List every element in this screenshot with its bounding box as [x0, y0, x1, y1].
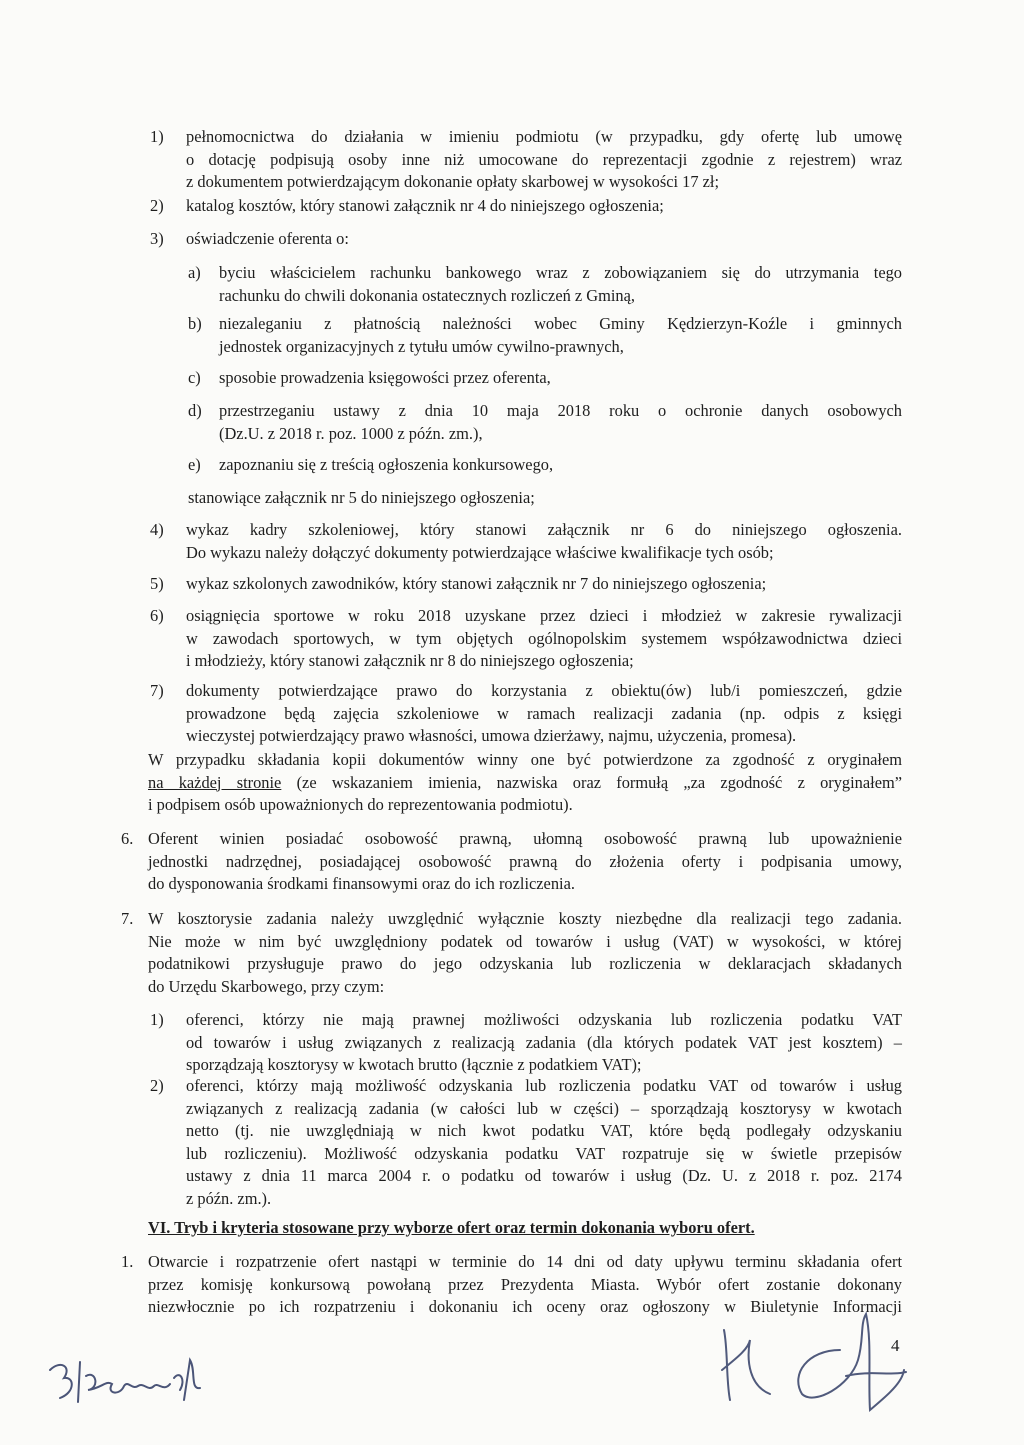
text-line: pełnomocnictwa do działania w imieniu podmiotu (w przypadku, gdy ofertę lub umowę — [186, 127, 902, 146]
text-line: jednostki nadrzędnej, posiadającej osobowość prawną do złożenia oferty i podpisania umowy, — [148, 851, 902, 871]
list-item: wykaz szkolonych zawodników, który stanowi załącznik nr 7 do niniejszego ogłoszenia; — [186, 574, 767, 593]
sub-item — [219, 262, 902, 307]
text-line: prowadzone będą zajęcia szkoleniowe w ramach realizacji zadania (np. odpis z księgi — [186, 703, 902, 723]
item-number: 1) — [150, 1010, 164, 1029]
text-line: niezaleganiu z płatnością należności wobec Gminy Kędzierzyn-Koźle i gminnych — [219, 314, 902, 333]
text-line: przez komisję konkursową powołaną przez Prezydenta Miasta. Wybór ofert zostanie dokonany — [148, 1274, 902, 1294]
text-line: przestrzeganiu ustawy z dnia 10 maja 2018 roku o ochronie danych osobowych — [219, 401, 902, 420]
text-line: W przypadku składania kopii dokumentów winny one być potwierdzone za zgodność z oryginałem — [148, 750, 902, 769]
text-line: w zawodach sportowych, w tym objętych ogólnopolskim systemem współzawodnictwa dzieci — [186, 628, 902, 648]
text-line: Nie może w nim być uwzględniony podatek od towarów i usług (VAT) w wysokości, w której — [148, 931, 902, 951]
text-line: do Urzędu Skarbowego, przy czym: — [148, 976, 385, 996]
paragraph — [148, 908, 902, 998]
text-fragment: (ze wskazaniem imienia, nazwiska oraz formułą „za zgodność z oryginałem” — [281, 772, 903, 792]
text-line: i młodzieży, który stanowi załącznik nr 8 do niniejszego ogłoszenia; — [186, 651, 634, 671]
annex-note: stanowiące załącznik nr 5 do niniejszego ogłoszenia; — [188, 488, 535, 507]
item-number: 1) — [150, 127, 164, 146]
section-heading: VI. Tryb i kryteria stosowane przy wyborze ofert oraz termin dokonania wyboru ofert. — [148, 1218, 755, 1237]
list-item — [186, 680, 902, 748]
copies-note — [148, 749, 902, 817]
text-line: od towarów i usług związanych z realizacją zadania (dla których podatek VAT jest kosztem) – — [186, 1032, 902, 1052]
handwritten-signature-left — [40, 1340, 220, 1420]
text-line: i podpisem osób upoważnionych do reprezentowania podmiotu). — [148, 795, 573, 815]
list-item: katalog kosztów, który stanowi załącznik nr 4 do niniejszego ogłoszenia; — [186, 196, 664, 215]
list-item — [186, 1075, 902, 1211]
text-line: ustawy z dnia 11 marca 2004 r. o podatku od towarów i usług (Dz. U. z 2018 r. poz. 2174 — [186, 1166, 902, 1186]
handwritten-initials-right — [690, 1290, 920, 1420]
item-number: 4) — [150, 520, 164, 539]
text-line: netto (tj. nie uwzględniają w nich kwot podatku VAT, które będą podlegały odzyskaniu — [186, 1121, 902, 1141]
item-number: 5) — [150, 574, 164, 593]
item-number: 2) — [150, 196, 164, 215]
item-letter: a) — [188, 263, 201, 282]
paragraph-number: 1. — [121, 1252, 134, 1271]
sub-item — [219, 400, 902, 445]
item-letter: c) — [188, 368, 201, 387]
underlined-phrase: na każdej stronie — [148, 772, 282, 792]
text-line: osiągnięcia sportowe w roku 2018 uzyskane przez dzieci i młodzież w zakresie rywalizacji — [186, 606, 902, 625]
text-line: związanych z realizacją zadania (w całości lub w części) – sporządzają kosztorysy w kwotach — [186, 1098, 902, 1118]
list-item — [186, 1009, 902, 1077]
text-line: z późn. zm.). — [186, 1188, 272, 1208]
text-line: jednostek organizacyjnych z tytułu umów cywilno-prawnych, — [219, 336, 624, 356]
text-line: Oferent winien posiadać osobowość prawną, ułomną osobowość prawną lub upoważnienie — [148, 829, 902, 848]
text-line: dokumenty potwierdzające prawo do korzystania z obiektu(ów) lub/i pomieszczeń, gdzie — [186, 681, 902, 700]
page-number: 4 — [891, 1336, 900, 1355]
text-line: Do wykazu należy dołączyć dokumenty potwierdzające właściwe kwalifikacje tych osób; — [186, 542, 774, 562]
text-line: niezwłocznie po ich rozpatrzeniu i dokonaniu ich oceny oraz ogłoszony w Biuletynie Informacji — [148, 1297, 902, 1317]
text-line: o dotację podpisują osoby inne niż umocowane do reprezentacji zgodnie z rejestrem) wraz — [186, 149, 902, 169]
text-line: podatnikowi przysługuje prawo do jego odzyskania lub rozliczenia w deklaracjach składanych — [148, 954, 902, 974]
paragraph-number: 6. — [121, 829, 134, 848]
sub-item: zapoznaniu się z treścią ogłoszenia konkursowego, — [219, 455, 554, 474]
text-line: wykaz kadry szkoleniowej, który stanowi załącznik nr 6 do niniejszego ogłoszenia. — [186, 520, 902, 539]
list-item — [186, 126, 902, 194]
sub-item — [219, 313, 902, 358]
text-line: z dokumentem potwierdzającym dokonanie opłaty skarbowej w wysokości 17 zł; — [186, 172, 720, 192]
text-line: lub rozliczeniu). Możliwość odzyskania podatku VAT rozpatruje się w świetle przepisów — [186, 1143, 902, 1163]
list-item — [186, 519, 902, 564]
text-line: oferenci, którzy nie mają prawnej możliwości odzyskania lub rozliczenia podatku VAT — [186, 1010, 902, 1029]
item-number: 3) — [150, 229, 164, 248]
sub-item: sposobie prowadzenia księgowości przez oferenta, — [219, 368, 551, 387]
item-letter: e) — [188, 455, 201, 474]
text-line: Otwarcie i rozpatrzenie ofert nastąpi w terminie do 14 dni od daty upływu terminu składania ofert — [148, 1252, 902, 1271]
text-line: sporządzają kosztorysy w kwotach brutto (łącznie z podatkiem VAT); — [186, 1055, 642, 1075]
text-line: do dysponowania środkami finansowymi oraz do ich rozliczenia. — [148, 874, 575, 894]
text-line — [148, 772, 902, 795]
item-letter: d) — [188, 401, 202, 420]
text-line: byciu właścicielem rachunku bankowego wraz z zobowiązaniem się do utrzymania tego — [219, 263, 902, 282]
text-line: (Dz.U. z 2018 r. poz. 1000 z późn. zm.), — [219, 423, 483, 443]
text-line: rachunku do chwili dokonania ostatecznych rozliczeń z Gminą, — [219, 285, 635, 305]
text-line: wieczystej potwierdzający prawo własności, umowa dzierżawy, najmu, użyczenia, promesa). — [186, 726, 797, 746]
list-item — [186, 605, 902, 673]
text-line: W kosztorysie zadania należy uwzględnić wyłącznie koszty niezbędne dla realizacji tego zadania. — [148, 909, 902, 928]
item-letter: b) — [188, 314, 202, 333]
paragraph-number: 7. — [121, 909, 134, 928]
text-line: oferenci, którzy mają możliwość odzyskania lub rozliczenia podatku VAT od towarów i usług — [186, 1076, 902, 1095]
paragraph — [148, 828, 902, 896]
list-item: oświadczenie oferenta o: — [186, 229, 349, 248]
item-number: 7) — [150, 681, 164, 700]
item-number: 6) — [150, 606, 164, 625]
item-number: 2) — [150, 1076, 164, 1095]
